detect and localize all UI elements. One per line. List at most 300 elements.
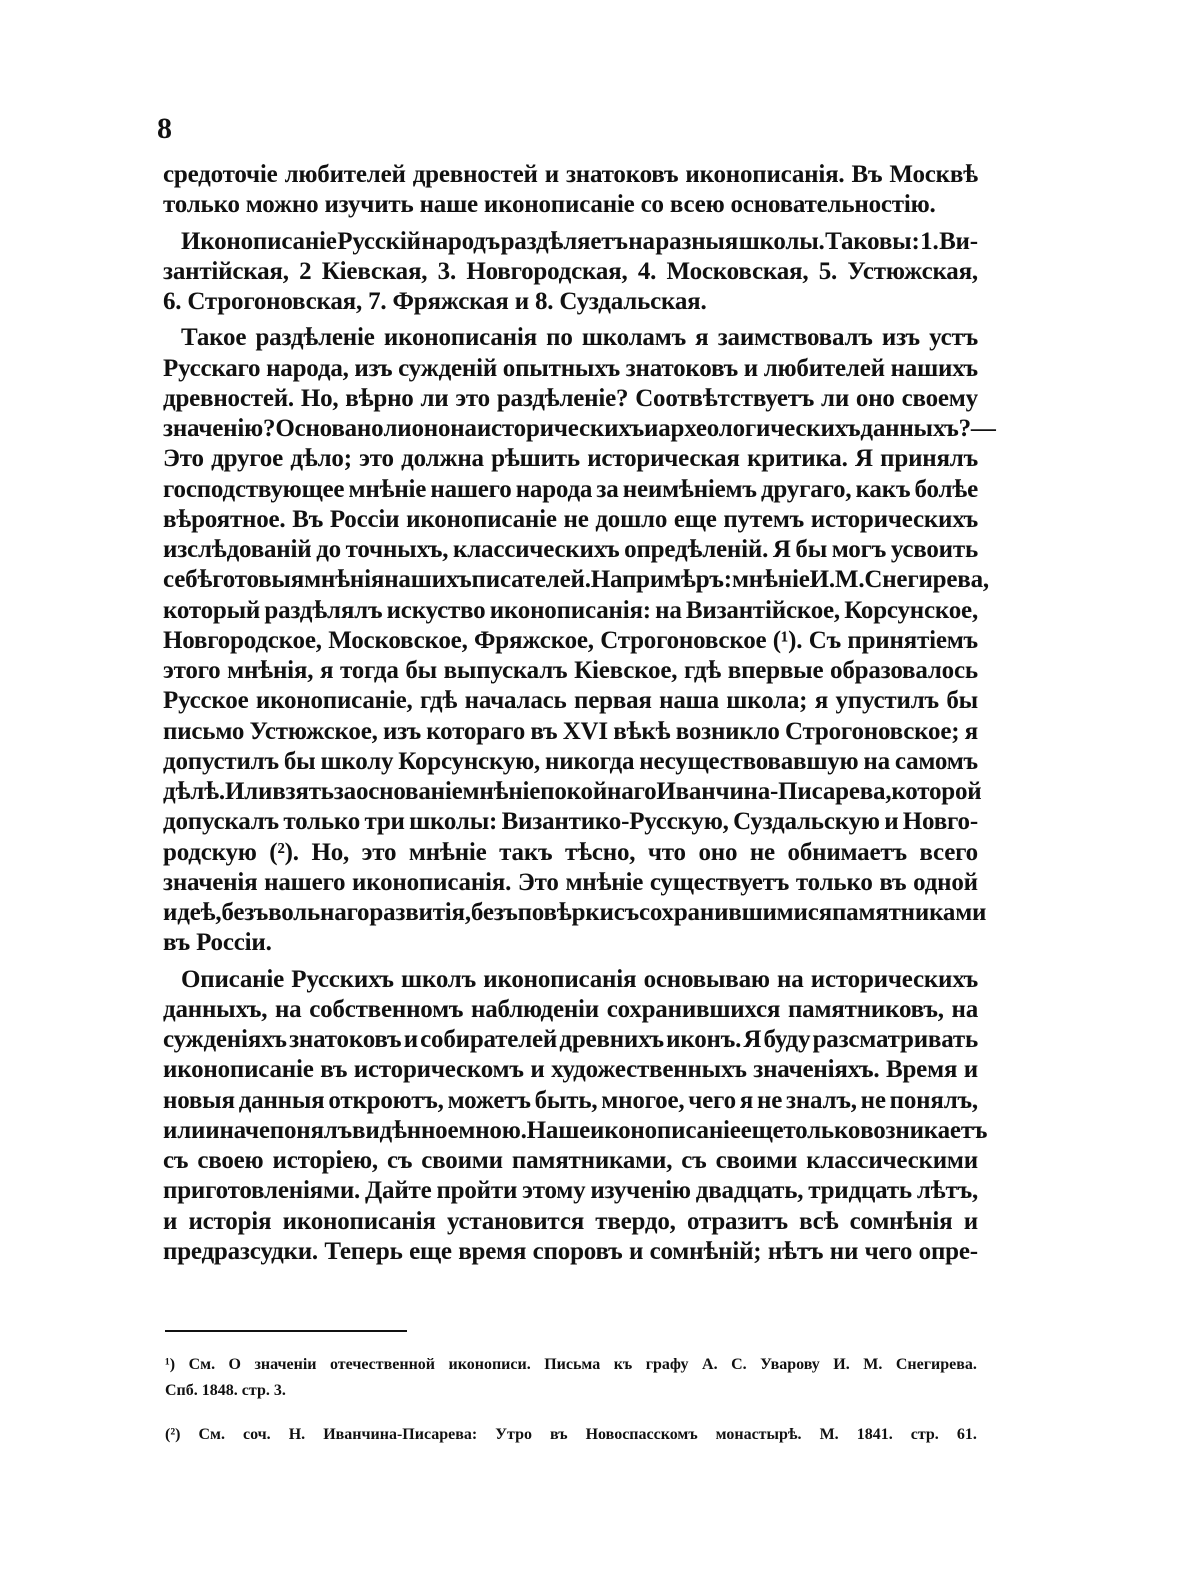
word: мнѣніе xyxy=(731,566,810,594)
word: Корсунское, xyxy=(844,596,978,624)
word: данныхъ, xyxy=(163,995,268,1023)
word: (¹). xyxy=(772,626,803,654)
word: бы xyxy=(405,657,437,684)
word: понялъ xyxy=(269,1116,353,1144)
word: можетъ xyxy=(447,1086,531,1114)
word: понялъ, xyxy=(889,1086,978,1114)
text-line xyxy=(163,287,978,317)
word: Но, xyxy=(311,838,350,866)
word: древнихъ xyxy=(559,1026,664,1053)
word: точныхъ, xyxy=(345,536,449,563)
word: нашего xyxy=(430,475,512,503)
word: графу xyxy=(645,1356,689,1373)
word: 61. xyxy=(956,1426,977,1443)
word: 3. xyxy=(273,1382,286,1399)
word: Наше xyxy=(526,1116,591,1144)
word: письмо xyxy=(163,717,245,745)
text-line xyxy=(163,444,978,474)
word: историческая xyxy=(587,445,740,473)
word: школа; xyxy=(726,687,808,715)
word: и xyxy=(628,1237,644,1265)
text-line xyxy=(163,686,978,716)
word: 4. xyxy=(637,257,657,285)
text-line xyxy=(163,626,978,656)
text-line xyxy=(163,414,996,444)
word: Устюжская, xyxy=(847,257,978,285)
word: это xyxy=(361,838,397,866)
word: Напримѣръ: xyxy=(590,566,732,594)
word: допустилъ xyxy=(163,747,279,775)
text-line xyxy=(163,965,978,995)
word: Соотвѣтствуетъ xyxy=(635,384,815,412)
word: Въ xyxy=(292,505,324,533)
word: иконописанія: xyxy=(489,596,651,624)
word: дошло xyxy=(595,505,668,533)
word: и xyxy=(963,1056,978,1084)
word: въ xyxy=(879,868,907,896)
word: Кіевское, xyxy=(574,657,678,684)
word: всею xyxy=(669,191,731,219)
word: 3. xyxy=(437,257,457,285)
text-line xyxy=(163,354,978,384)
word: и xyxy=(514,288,535,315)
word: несуществовавшую xyxy=(639,747,859,775)
word: монастырѣ. xyxy=(715,1426,802,1443)
word: что xyxy=(647,838,686,866)
word: знатоковъ xyxy=(625,354,739,382)
word: заимствовалъ xyxy=(717,324,873,352)
word: сохранившимися xyxy=(638,899,832,926)
word: наблюденіи xyxy=(471,995,600,1023)
word: Суздальская. xyxy=(559,288,707,315)
word: археологическихъ xyxy=(658,415,861,442)
word: всего xyxy=(919,838,978,866)
word: дѣлѣ. xyxy=(163,778,225,805)
word: опредѣленій. xyxy=(624,536,769,563)
word: Снегирева, xyxy=(864,566,989,594)
text-line xyxy=(163,475,978,505)
word: значенія xyxy=(163,868,258,896)
word: своими xyxy=(715,1147,798,1174)
word: Или xyxy=(224,778,273,805)
word: Я xyxy=(743,1026,762,1053)
word: народъ xyxy=(421,227,500,255)
word: повѣрки xyxy=(517,899,614,926)
word: Новго- xyxy=(902,808,978,836)
text-line xyxy=(163,656,978,686)
word: Россіи xyxy=(329,505,400,533)
word: 6. xyxy=(163,288,188,315)
word: чего xyxy=(864,1237,913,1265)
word: историческихъ xyxy=(476,415,645,442)
word: своими xyxy=(421,1147,503,1174)
word: и xyxy=(743,354,758,382)
word: мнѣніе xyxy=(408,838,487,866)
footnote-1-continued xyxy=(165,1378,977,1404)
text-line xyxy=(163,777,982,807)
word: на xyxy=(863,747,890,775)
word: раздѣляетъ xyxy=(500,227,628,255)
word: Уварову xyxy=(760,1356,820,1373)
word: оно xyxy=(698,838,738,866)
word: иконописаніе, xyxy=(255,687,413,715)
word: этого xyxy=(163,657,221,684)
word: народа xyxy=(515,475,593,503)
word: не xyxy=(860,1086,886,1114)
word: лѣтъ, xyxy=(916,1177,978,1205)
word: изъ xyxy=(382,717,421,745)
word: иконописанія. xyxy=(685,161,845,188)
word: или xyxy=(163,1116,206,1144)
text-line xyxy=(163,1176,978,1206)
word: XVI xyxy=(562,717,608,745)
word: изученію xyxy=(590,1177,691,1205)
word: усвоить xyxy=(890,536,978,563)
word: котораго xyxy=(426,717,525,745)
word: историческихъ xyxy=(810,505,978,533)
word: съ xyxy=(681,1147,707,1174)
word: основательностію. xyxy=(730,191,936,219)
word: См. xyxy=(198,1426,225,1443)
text-line xyxy=(163,717,978,747)
word: Въ xyxy=(851,161,883,188)
word: новыя xyxy=(163,1086,235,1114)
word: другое xyxy=(211,445,283,473)
word: раздѣлялъ xyxy=(264,596,383,624)
word: иконописанія. xyxy=(352,868,512,896)
word: бы xyxy=(283,747,316,775)
word: наше xyxy=(419,191,484,219)
word: Фряжское, xyxy=(474,626,594,654)
word: на xyxy=(628,227,655,255)
text-line xyxy=(163,747,978,777)
word: всѣ xyxy=(799,1207,839,1235)
text-line xyxy=(163,1146,978,1176)
word: исторія xyxy=(188,1207,272,1235)
word: Византійское, xyxy=(685,596,840,624)
word: и xyxy=(163,1207,178,1235)
text-line xyxy=(163,384,978,414)
word: иконописанія xyxy=(282,1207,436,1235)
text-line xyxy=(163,898,987,928)
word: еще xyxy=(673,505,717,533)
word: допускалъ xyxy=(163,808,279,836)
word: ни xyxy=(829,1237,859,1265)
word: школъ xyxy=(401,965,476,993)
word: пройти xyxy=(436,1177,518,1205)
word: сомнѣнія xyxy=(849,1207,953,1235)
word: данныхъ?— xyxy=(860,415,996,442)
word: 2 xyxy=(299,257,312,285)
word: не xyxy=(749,838,775,866)
word: не xyxy=(756,1086,783,1114)
text-line xyxy=(163,160,978,190)
word: оно xyxy=(411,415,451,442)
word: Дайте xyxy=(365,1177,432,1205)
text-line xyxy=(163,1025,978,1055)
word: Строгоновская, xyxy=(187,288,369,315)
word: съ xyxy=(163,1147,189,1174)
word: школы. xyxy=(738,227,825,255)
word: 1848. xyxy=(201,1382,242,1399)
word: иконописаніе xyxy=(163,1056,314,1084)
word: въ xyxy=(163,929,197,957)
word: мною. xyxy=(458,1116,527,1144)
word: это xyxy=(359,445,394,473)
word: знатоковъ xyxy=(565,161,679,188)
word: значеніи xyxy=(254,1356,317,1373)
word: принятіемъ xyxy=(847,626,978,654)
word: Русскихъ xyxy=(291,965,394,993)
word: Русское xyxy=(163,687,249,715)
word: Снегирева. xyxy=(895,1356,977,1373)
word: двадцать, xyxy=(695,1177,804,1205)
text-line xyxy=(163,995,978,1025)
word: дѣло; xyxy=(290,445,352,473)
word: вольнаго xyxy=(268,899,370,926)
word: Русскаго xyxy=(163,354,261,382)
word: Иванчина-Писарева, xyxy=(656,778,892,805)
word: упустилъ xyxy=(835,687,939,715)
text-line xyxy=(163,227,978,257)
word: время xyxy=(458,1237,527,1265)
word: Таковы: xyxy=(825,227,920,255)
word: 8. xyxy=(534,288,560,315)
word: Московское, xyxy=(328,626,468,654)
word: значеніяхъ. xyxy=(753,1056,880,1084)
word: образовалось xyxy=(830,657,978,684)
word: этому xyxy=(522,1177,586,1205)
word: только xyxy=(783,1116,861,1144)
word: я xyxy=(814,687,829,715)
word: со xyxy=(640,191,670,219)
word: художественныхъ xyxy=(551,1056,747,1084)
word: отечественной xyxy=(329,1356,436,1373)
word: данныя xyxy=(238,1086,325,1114)
word: историческомъ xyxy=(353,1056,524,1084)
word: на xyxy=(274,995,302,1023)
word: никогда xyxy=(545,747,635,775)
word: И. xyxy=(833,1356,850,1373)
word: изучить xyxy=(324,191,420,219)
word: и xyxy=(963,1207,978,1235)
word: раздѣленіе? xyxy=(496,384,629,412)
word: устъ xyxy=(929,324,978,352)
word: мнѣнія, xyxy=(227,657,314,684)
word: твердо, xyxy=(595,1207,676,1235)
word: ли xyxy=(420,384,449,412)
word: М. xyxy=(834,566,865,594)
text-line xyxy=(163,1055,978,1085)
word: Устюжское, xyxy=(249,717,378,745)
word: стр. xyxy=(241,1382,274,1399)
word: школы: xyxy=(409,808,498,836)
word: которой xyxy=(891,778,982,805)
word: народа, xyxy=(266,354,349,382)
word: памятниковъ, xyxy=(787,995,944,1023)
word: Строгоновское; xyxy=(785,717,960,745)
word: Такое xyxy=(181,324,247,352)
page-number: 8 xyxy=(157,112,172,145)
text-line xyxy=(163,807,978,837)
word: Русскій xyxy=(337,227,421,255)
word: себѣ xyxy=(163,566,213,594)
word: 7. xyxy=(368,288,393,315)
word: бы xyxy=(795,536,828,563)
word: нашихъ xyxy=(890,354,978,382)
word: Византико-Русскую, xyxy=(501,808,729,836)
word: принялъ xyxy=(880,445,978,473)
footnote-divider xyxy=(165,1330,407,1332)
word: (²). xyxy=(269,838,299,866)
word: быть, xyxy=(534,1086,598,1114)
body-text xyxy=(163,160,996,1267)
word: самомъ xyxy=(894,747,978,775)
word: иконописанія xyxy=(383,324,537,352)
word: бы xyxy=(946,687,978,715)
word: раздѣленіе xyxy=(255,324,375,352)
word: значенію? xyxy=(163,415,276,442)
word: выпускалъ xyxy=(443,657,568,684)
word: Утро xyxy=(495,1426,532,1443)
word: ли xyxy=(383,415,412,442)
word: разныя xyxy=(655,227,739,255)
word: за xyxy=(333,778,356,805)
word: опытныхъ xyxy=(502,354,620,382)
word: памятниками xyxy=(831,899,987,926)
word: на xyxy=(777,965,804,993)
text-line xyxy=(163,1237,978,1267)
word: Спб. xyxy=(165,1382,202,1399)
word: оно xyxy=(855,384,895,412)
word: такъ xyxy=(499,838,553,866)
word: мнѣніе xyxy=(348,475,427,503)
word: къ xyxy=(613,1356,633,1373)
word: иконописанія xyxy=(483,965,637,993)
word: 1841. xyxy=(856,1426,893,1443)
text-line xyxy=(163,1207,978,1237)
word: школамъ xyxy=(581,324,686,352)
word: памятниками, xyxy=(511,1147,673,1174)
word: до xyxy=(316,536,341,563)
word: буду xyxy=(763,1026,811,1053)
word: Я xyxy=(772,536,791,563)
word: исторіею, xyxy=(272,1147,378,1174)
word: еще xyxy=(409,1237,452,1265)
text-line xyxy=(163,257,978,287)
word: отразитъ xyxy=(686,1207,788,1235)
word: я xyxy=(319,657,334,684)
word: на xyxy=(655,596,682,624)
word: и xyxy=(884,808,899,836)
text-line xyxy=(163,505,978,535)
word: Москвѣ xyxy=(889,161,978,188)
word: только xyxy=(795,868,873,896)
word: существуетъ xyxy=(649,868,790,896)
word: М. xyxy=(863,1356,883,1373)
word: за xyxy=(596,475,619,503)
word: Я xyxy=(854,445,873,473)
word: разсматривать xyxy=(812,1026,978,1053)
word: я xyxy=(739,1086,754,1114)
word: знатоковъ xyxy=(289,1026,402,1053)
word: изъ xyxy=(354,354,393,382)
word: изъ xyxy=(881,324,920,352)
word: писателей. xyxy=(471,566,591,594)
word: Н. xyxy=(288,1426,306,1443)
word: Основано xyxy=(275,415,384,442)
word: гдѣ xyxy=(420,687,458,715)
word: основаніе xyxy=(355,778,463,805)
word: въ xyxy=(530,717,558,745)
word: безъ xyxy=(221,899,269,926)
word: должна xyxy=(401,445,484,473)
word: Суздальскую xyxy=(733,808,880,836)
word: мнѣнія xyxy=(304,566,385,594)
word: иконописаніе xyxy=(483,191,641,219)
word: въ xyxy=(550,1426,568,1443)
word: сужденіяхъ xyxy=(163,1026,287,1053)
word: своему xyxy=(901,384,978,412)
word: еще xyxy=(740,1116,784,1144)
word: взять xyxy=(272,778,334,805)
word: и xyxy=(403,1026,418,1053)
word: См. xyxy=(188,1356,216,1373)
word: рѣшить xyxy=(491,445,580,473)
word: древностей xyxy=(412,161,538,188)
word: критика. xyxy=(747,445,848,473)
word: основываю xyxy=(643,965,770,993)
word: ли xyxy=(821,384,850,412)
text-line xyxy=(163,868,978,898)
word: развитія, xyxy=(369,899,471,926)
word: Фряжская xyxy=(392,288,515,315)
word: Ви- xyxy=(939,227,978,255)
word: классическими xyxy=(806,1147,978,1174)
word: иконописаніе xyxy=(406,505,557,533)
word: древностей. xyxy=(163,384,294,412)
footnote-1 xyxy=(165,1352,977,1378)
word: вѣкѣ xyxy=(613,717,671,745)
word: видѣнное xyxy=(352,1116,459,1144)
word: только xyxy=(163,191,246,219)
word: Время xyxy=(886,1056,958,1084)
text-line xyxy=(163,596,978,626)
word: Новгородское, xyxy=(163,626,322,654)
word: зналъ, xyxy=(785,1086,857,1114)
word: какъ xyxy=(855,475,911,503)
word: сомнѣній; xyxy=(649,1237,762,1265)
word: классическихъ xyxy=(452,536,620,563)
word: Кіевская, xyxy=(321,257,428,285)
word: средоточіе xyxy=(163,161,278,188)
word: родскую xyxy=(163,838,257,866)
text-line xyxy=(163,1086,978,1116)
text-line xyxy=(163,323,978,353)
word: установится xyxy=(446,1207,585,1235)
word: 1. xyxy=(920,227,939,255)
word: тѣсно, xyxy=(564,838,636,866)
word: Корсунскую, xyxy=(398,747,541,775)
word: нашихъ xyxy=(384,566,472,594)
text-line xyxy=(163,1116,988,1146)
word: могъ xyxy=(831,536,887,563)
word: Новгородская, xyxy=(466,257,628,285)
word: возникаетъ xyxy=(860,1116,988,1144)
word: чего xyxy=(688,1086,736,1114)
word: Московская, xyxy=(666,257,809,285)
word: иконописаніе xyxy=(590,1116,741,1144)
